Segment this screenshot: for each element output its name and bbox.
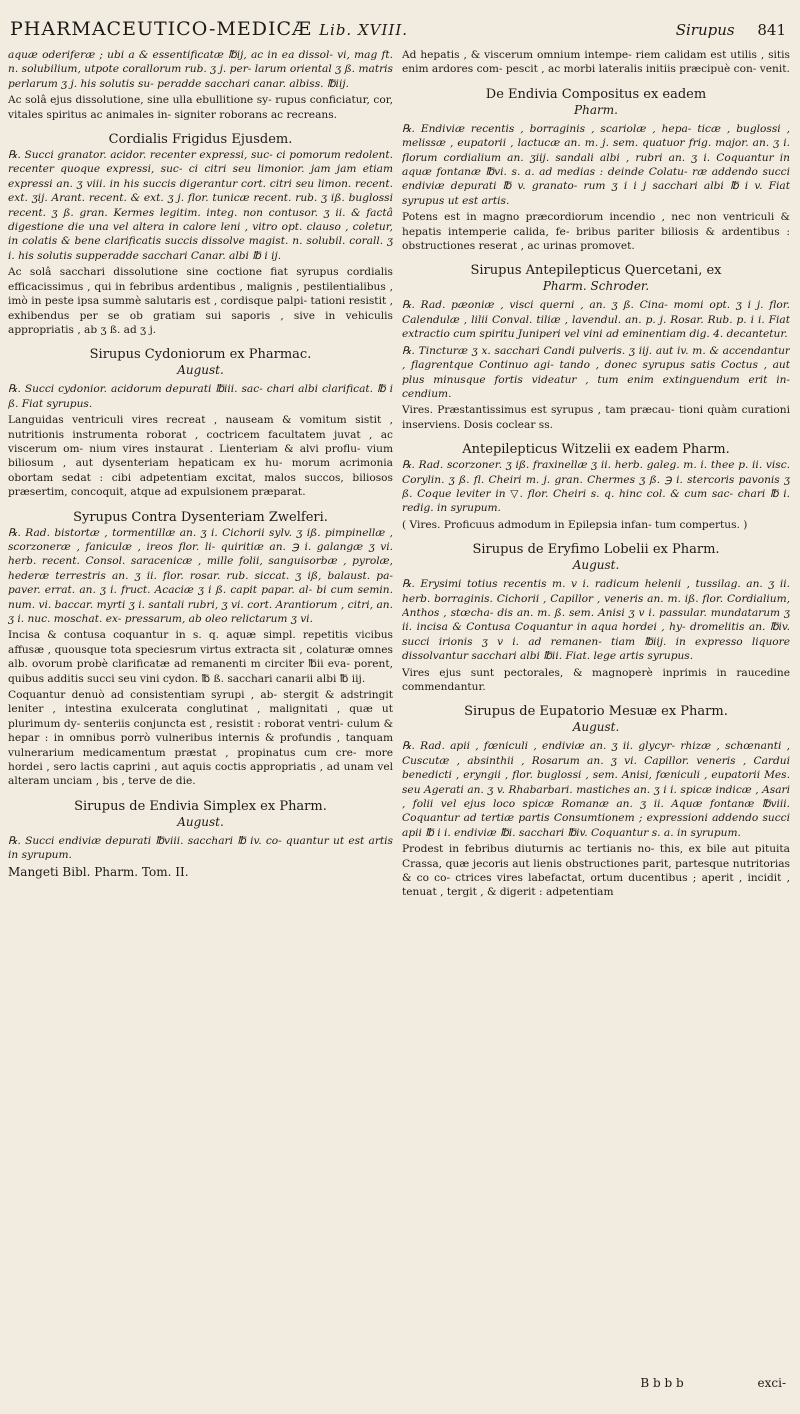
page-footer xyxy=(640,1376,786,1390)
section-source: August. xyxy=(177,814,224,829)
right-column xyxy=(402,48,790,1388)
running-title xyxy=(10,18,408,40)
signature-mark: B b b b xyxy=(640,1376,684,1390)
paragraph: Vires. Præstantissimus est syrupus , tam præcau- tioni quàm curationi inserviens. Dosis coclear ss. xyxy=(402,404,790,431)
section-source: Pharm. Schroder. xyxy=(542,279,650,294)
paragraph: ℞. Erysimi totius recentis m. v i. radicum helenii , tussilag. an. ʒ ii. herb. borraginis. Cichorii , Capillor , veneris an. m. iß. flor. Cordialium, Anthos , stœcha- dis an. m. ß. sem. Anisi ʒ v i. passular. mundatarum ʒ ii. incisa & Contusa Coquantur in aqua hordei , hy- dromelitis an. ℔iv. succi irionis ʒ v i. ad remanen- tiam ℔iij. in expresso liquore dissolvantur sacchari albi ℔ii. Fiat. lege artis syrupus. xyxy=(402,578,790,663)
paragraph: ℞. Succi cydonior. acidorum depurati ℔iii. sac- chari albi clarificat. ℔ i ß. Fiat syrupus. xyxy=(8,383,393,410)
section-source: August. xyxy=(572,720,620,735)
section-heading: Sirupus Cydoniorum ex Pharmac. xyxy=(89,347,312,363)
paragraph: ( Vires. Proficuus admodum in Epilepsia infan- tum compertus. ) xyxy=(402,518,748,531)
section-heading: Cordialis Frigidus Ejusdem. xyxy=(108,132,293,148)
section-source: August. xyxy=(572,558,620,573)
section-heading: Sirupus de Eryfimo Lobelii ex Pharm. xyxy=(472,542,720,558)
paragraph: ℞. Tincturæ ʒ x. sacchari Candi pulveris. ʒ iij. aut iv. m. & accendantur , flagrentque Continuo agi- tando , donec syrupus satis Coctus , aut plus minusque fortis videatur , tum enim extinguendum erit in- cendium. xyxy=(402,344,790,400)
paragraph: Coquantur denuò ad consistentiam syrupi , ab- stergit & adstringit leniter , intestina exulcerata conglutinat , malignitati , quæ ut plurimum dy- senteriis conjuncta est , resistit : roborat ventri- culum & hepar : in omnibus porrò vulneribus internis & profundis , tanquam vulnerarium medicamentum præstat , propinatus cum cre- more hordei , sero lactis caprini , aut aquis coctis appropriatis , ad unam vel alteram unciam , bis , terve de die. xyxy=(8,689,393,788)
paragraph: Languidas ventriculi vires recreat , nauseam & vomitum sistit , nutritionis instrumenta roborat , coctricem facultatem juvat , ac viscerum om- nium vires instaurat . Lienteriam & alvi proflu- vium biliosum , aut dysenteriam hepaticam ex hu- morum acrimonia obortam sedat : cibi adpetentiam excitat, malos succos, biliosos præsertim, concoquit, atque ad expulsionem præparat. xyxy=(8,414,393,499)
footer-citation: Mangeti Bibl. Pharm. Tom. II. xyxy=(8,864,189,879)
catchword: exci- xyxy=(757,1376,786,1390)
paragraph: ℞. Endiviæ recentis , borraginis , scariolæ , hepa- ticæ , buglossi , melissæ , eupatorii , lactucæ an. m. j. sem. quatuor frig. major. an. ʒ i. florum cordialium an. ʒiij. sandali albi , rubri an. ʒ i. Coquantur in aquæ fontanæ ℔vi. s. a. ad medias : deinde Colatu- ræ addendo succi endiviæ depurati ℔ v. granato- rum ʒ i i j sacchari albi ℔ i v. Fiat syrupus ut est artis. xyxy=(402,122,790,207)
paragraph: Ad hepatis , & viscerum omnium intempe- riem calidam est utilis , sitis enim ardores com- pescit , ac morbi lateralis initiis præcipuè con- venit. xyxy=(402,49,790,76)
section-source: Pharm. xyxy=(574,102,618,117)
section-source: August. xyxy=(177,363,224,378)
section-heading: Sirupus de Eupatorio Mesuæ ex Pharm. xyxy=(464,704,728,720)
paragraph: Potens est in magno præcordiorum incendio , nec non ventriculi & hepatis intemperie calida, fe- bribus pariter biliosis & ardentibus : obstructiones reserat , ac urinas promovet. xyxy=(402,211,790,253)
paragraph: Vires ejus sunt pectorales, & magnoperè inprimis in raucedine commendantur. xyxy=(402,666,790,693)
header-word: Sirupus xyxy=(675,21,735,39)
paragraph: Incisa & contusa coquantur in s. q. aquæ simpl. repetitis vicibus affusæ , quousque tota speciesrum virtus extracta sit , colaturæ omnes alb. ovorum probè clarificatæ ad remanenti m circiter ℔ii eva- porent, quibus additis succi seu vini cydon. ℔ ß. sacchari canarii albi ℔ iij. xyxy=(8,629,393,685)
paragraph: Prodest in febribus diuturnis ac tertianis no- this, ex bile aut pituita Crassa, quæ jecoris aut lienis obstructiones parit, partesque nutritorias & co co- ctrices vires labefactat, ortum ducentibus ; aperit , incidit , tenuat , tergit , & digerit : adpetentiam xyxy=(402,843,790,899)
page-number: 841 xyxy=(757,21,786,39)
section-heading: Sirupus Antepilepticus Quercetani, ex xyxy=(470,263,722,279)
paragraph: ℞. Rad. scorzoner. ʒ iß. fraxinellæ ʒ ii. herb. galeg. m. i. thee p. ii. visc. Corylin. ʒ ß. fl. Cheiri m. j. gran. Chermes ʒ ß. ℈ i. stercoris pavonis ʒ ß. Coque leviter in ▽. flor. Cheiri s. q. hinc col. & cum sac- chari ℔ i. redig. in syrupum. xyxy=(402,459,790,515)
section-heading: De Endivia Compositus ex eadem xyxy=(485,86,707,102)
paragraph: ℞. Succi granator. acidor. recenter expressi, suc- ci pomorum redolent. recenter quoque expressi, suc- ci citri seu limonior. jam jam etiam expressi an. ʒ viii. in his succis digerantur cort. citri seu limon. recent. ext. ʒij. Arant. recent. & ext. ʒ j. flor. tunicæ recent. rub. ʒ iß. buglossi recent. ʒ ß. gran. Kermes legitim. integ. non contusor. ʒ ii. & factâ digestione die una vel altera in calore leni , vitro opt. clauso , coletur, in colatis & bene clarificatis succis dissolve magist. n. solubil. corall. ʒ i. his solutis supperadde sacchari Canar. albi ℔ i ij. xyxy=(8,149,393,262)
section-heading: Sirupus de Endivia Simplex ex Pharm. xyxy=(74,798,327,814)
book-number: Lib. XVIII. xyxy=(319,21,409,39)
paragraph: Ac solâ sacchari dissolutione sine coctione fiat syrupus cordialis efficacissimus , qui in febribus ardentibus , malignis , pestilentialibus , imò in peste ipsa summè salutaris est , cordisque palpi- tationi resistit , exhibendus per se ob gratiam sui saporis , sive in vehiculis appropriatis , ab ʒ ß. ad ʒ j. xyxy=(8,266,393,336)
page-header xyxy=(0,18,800,46)
section-heading: Antepilepticus Witzelii ex eadem Pharm. xyxy=(462,442,730,458)
left-column xyxy=(8,48,393,1388)
paragraph: ℞. Rad. pæoniæ , visci querni , an. ʒ ß. Cina- momi opt. ʒ i j. flor. Calendulæ , lilii Conval. tiliæ , lavendul. an. p. j. Rosar. Rub. p. i i. Fiat extractio cum spiritu Juniperi vel vini ad eminentiam dig. 4. decantetur. xyxy=(402,299,790,341)
running-title-text: PHARMACEUTICO-MEDICÆ xyxy=(10,18,313,40)
paragraph: ℞. Succi endiviæ depurati ℔viii. sacchari ℔ iv. co- quantur ut est artis in syrupum. xyxy=(8,834,393,862)
paragraph: ℞. Rad. bistortæ , tormentillæ an. ʒ i. Cichorii sylv. ʒ iß. pimpinellæ , scorzoneræ , faniculæ , ireos flor. li- quiritiæ an. ℈ i. galangæ ʒ vi. herb. recent. Consol. saracenicæ , mille folii, sanguisorbæ , pyrolæ, hederæ terrestris an. ʒ ii. flor. rosar. rub. siccat. ʒ iß, balaust. pa- paver. errat. an. ʒ i. fruct. Acaciæ ʒ i ß. capit papar. al- bi cum semin. num. vi. baccar. myrti ʒ i. santali rubri, ʒ vi. cort. Arantiorum , citri, an. ʒ i. nuc. moschat. ex- pressarum, ab oleo relictarum ʒ vi. xyxy=(8,526,393,625)
paragraph: aquæ oderiferæ ; ubi a & essentificatæ ℔ij, ac in ea dissol- vi, mag ft. n. solubilium, utpote corallorum rub. ʒ j. per- larum oriental ʒ ß. matris perlarum ʒ j. his solutis su- peradde sacchari canar. albiss. ℔iij. xyxy=(8,49,393,90)
section-heading: Syrupus Contra Dysenteriam Zwelferi. xyxy=(73,509,328,525)
paragraph: Ac solâ ejus dissolutione, sine ulla ebullitione sy- rupus conficiatur, cor, vitales spiritus ac animales in- signiter roborans ac recreans. xyxy=(8,94,393,121)
paragraph: ℞. Rad. apii , fœniculi , endiviæ an. ʒ ii. glycyr- rhizæ , schœnanti , Cuscutæ , absinthii , Rosarum an. ʒ vi. Capillor. veneris , Cardui benedicti , eryngii , flor. buglossi , sem. Anisi, fœniculi , eupatorii Mes. seu Agerati an. ʒ v. Rhabarbari. mastiches an. ʒ i i. spicæ indicæ , Asari , folii vel ejus loco spicæ Romanæ an. ʒ ii. Aquæ fontanæ ℔viii. Coquantur ad tertiæ partis Consumtionem ; expressioni addendo succi apii ℔ i i. endiviæ ℔i. sacchari ℔iv. Coquantur s. a. in syrupum. xyxy=(402,740,790,839)
header-right xyxy=(676,21,786,39)
